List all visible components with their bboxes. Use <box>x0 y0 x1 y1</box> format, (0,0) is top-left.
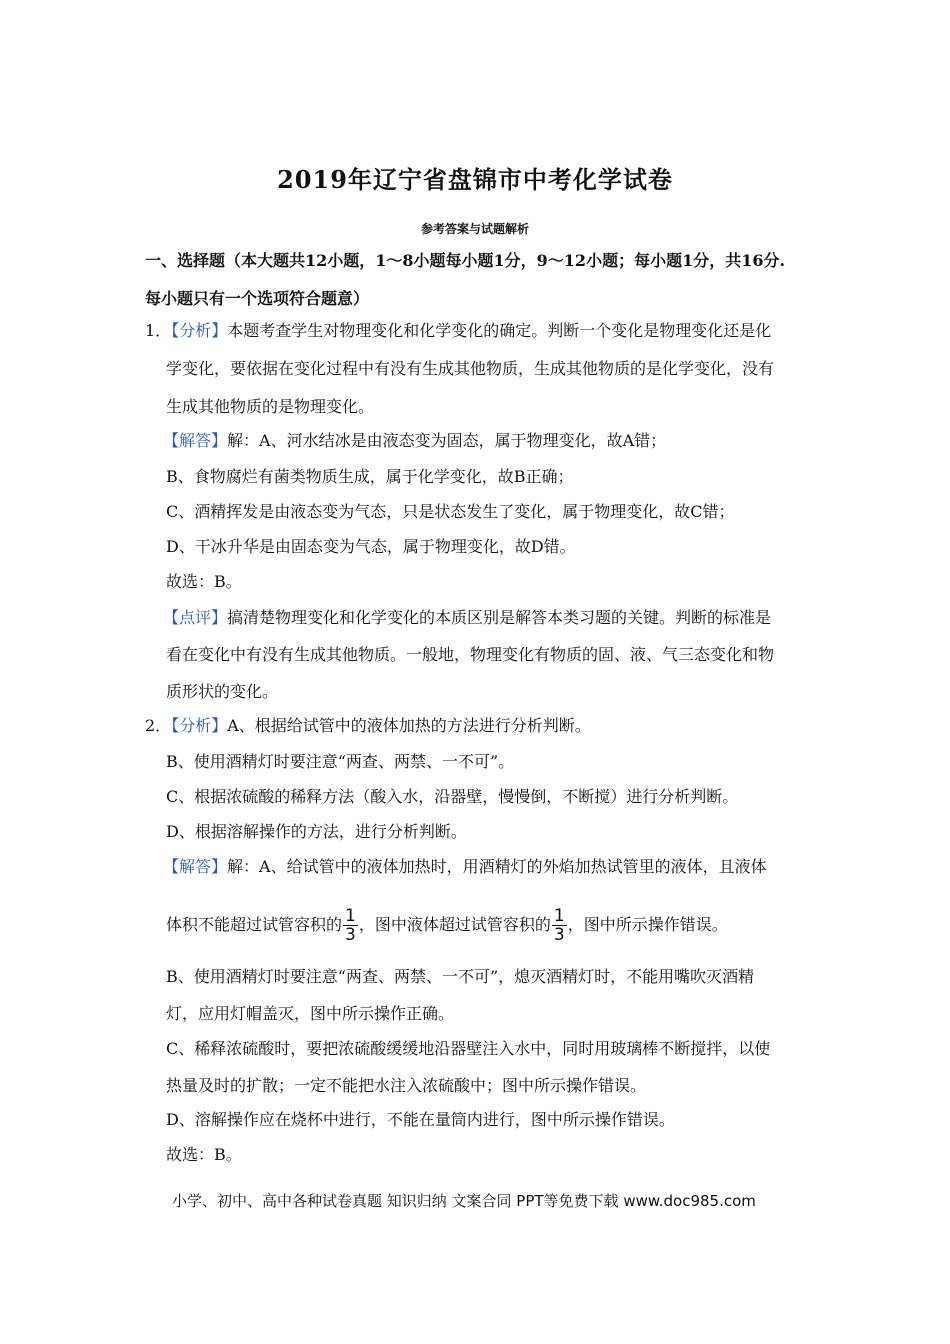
fraction-numerator: 1 <box>553 906 565 926</box>
q1-analysis-line-1 <box>145 320 771 342</box>
q2-answer-text-a-2-part-2: ，图中液体超过试管容积的 <box>358 915 551 934</box>
page-title: 2019年辽宁省盘锦市中考化学试卷 <box>277 165 673 194</box>
q2-answer-text-a-2-part-3: ，图中所示操作错误。 <box>567 915 728 934</box>
q2-analysis-text-a: A、根据给试管中的液体加热的方法进行分析判断。 <box>227 716 591 735</box>
q2-answer-line-b-2: 灯，应用灯帽盖灭，图中所示操作正确。 <box>166 1004 455 1023</box>
q1-number: 1． <box>145 321 172 340</box>
q1-answer-text-a: 解：A、河水结冰是由液态变为固态，属于物理变化，故A错； <box>227 431 667 450</box>
fraction-one-third <box>552 907 567 944</box>
q1-choice: 故选：B。 <box>166 572 242 591</box>
fraction-denominator: 3 <box>345 925 356 945</box>
fraction-numerator: 1 <box>345 906 356 926</box>
q2-analysis-line-a <box>145 715 591 737</box>
q2-answer-text-a-2-part-1: 体积不能超过试管容积的 <box>166 915 343 934</box>
q2-answer-line-b-1: B、使用酒精灯时要注意“两查、两禁、一不可”，熄灭酒精灯时，不能用嘴吹灭酒精 <box>166 967 755 986</box>
q1-analysis-line-3: 生成其他物质的是物理变化。 <box>166 397 375 416</box>
q1-answer-line-a <box>163 430 666 452</box>
q2-analysis-line-d: D、根据溶解操作的方法，进行分析判断。 <box>166 822 467 841</box>
section-heading-line-2: 每小题只有一个选项符合题意） <box>145 289 370 308</box>
q2-answer-line-c-2: 热量及时的扩散；一定不能把水注入浓硫酸中；图中所示操作错误。 <box>166 1076 647 1095</box>
q1-analysis-tag: 【分析】 <box>171 321 228 340</box>
q2-answer-text-a-1: 解：A、给试管中的液体加热时，用酒精灯的外焰加热试管里的液体，且液体 <box>227 857 767 876</box>
q2-answer-tag: 【解答】 <box>163 857 228 876</box>
q1-answer-tag: 【解答】 <box>163 431 228 450</box>
q2-analysis-line-b: B、使用酒精灯时要注意“两查、两禁、一不可”。 <box>166 752 515 771</box>
q1-answer-line-d: D、干冰升华是由固态变为气态，属于物理变化，故D错。 <box>166 537 576 556</box>
q1-answer-line-c: C、酒精挥发是由液态变为气态，只是状态发生了变化，属于物理变化，故C错； <box>166 502 735 521</box>
q1-comment-line-3: 质形状的变化。 <box>166 682 279 701</box>
fraction-one-third <box>343 907 358 944</box>
q2-analysis-tag: 【分析】 <box>171 716 228 735</box>
q1-comment-tag: 【点评】 <box>163 608 228 627</box>
q2-answer-line-c-1: C、稀释浓硫酸时，要把浓硫酸缓缓地沿器壁注入水中，同时用玻璃棒不断搅拌，以使 <box>166 1039 771 1058</box>
q1-comment-line-1 <box>163 607 771 629</box>
q2-number: 2． <box>145 716 172 735</box>
q1-analysis-line-2: 学变化，要依据在变化过程中有没有生成其他物质，生成其他物质的是化学变化，没有 <box>166 359 775 378</box>
page-subtitle: 参考答案与试题解析 <box>420 222 529 236</box>
q2-answer-line-a-1 <box>163 856 767 878</box>
q2-answer-line-a-2 <box>166 905 728 945</box>
footer-download-note: 小学、初中、高中各种试卷真题 知识归纳 文案合同 PPT等免费下载 www.doc985.com <box>172 1192 756 1210</box>
q1-answer-line-b: B、食物腐烂有菌类物质生成，属于化学变化，故B正确； <box>166 467 574 486</box>
q2-analysis-line-c: C、根据浓硫酸的稀释方法（酸入水，沿器壁，慢慢倒，不断搅）进行分析判断。 <box>166 787 739 806</box>
q2-choice: 故选：B。 <box>166 1145 242 1164</box>
section-heading-line-1: 一、选择题（本大题共12小题，1～8小题每小题1分，9～12小题；每小题1分，共16分. <box>145 251 786 270</box>
q1-analysis-text-1: 本题考查学生对物理变化和化学变化的确定。判断一个变化是物理变化还是化 <box>227 321 772 340</box>
q2-answer-line-d: D、溶解操作应在烧杯中进行，不能在量筒内进行，图中所示操作错误。 <box>166 1110 675 1129</box>
q1-comment-text-1: 搞清楚物理变化和化学变化的本质区别是解答本类习题的关键。判断的标准是 <box>227 608 772 627</box>
q1-comment-line-2: 看在变化中有没有生成其他物质。一般地，物理变化有物质的固、液、气三态变化和物 <box>166 645 775 664</box>
fraction-denominator: 3 <box>553 925 565 945</box>
